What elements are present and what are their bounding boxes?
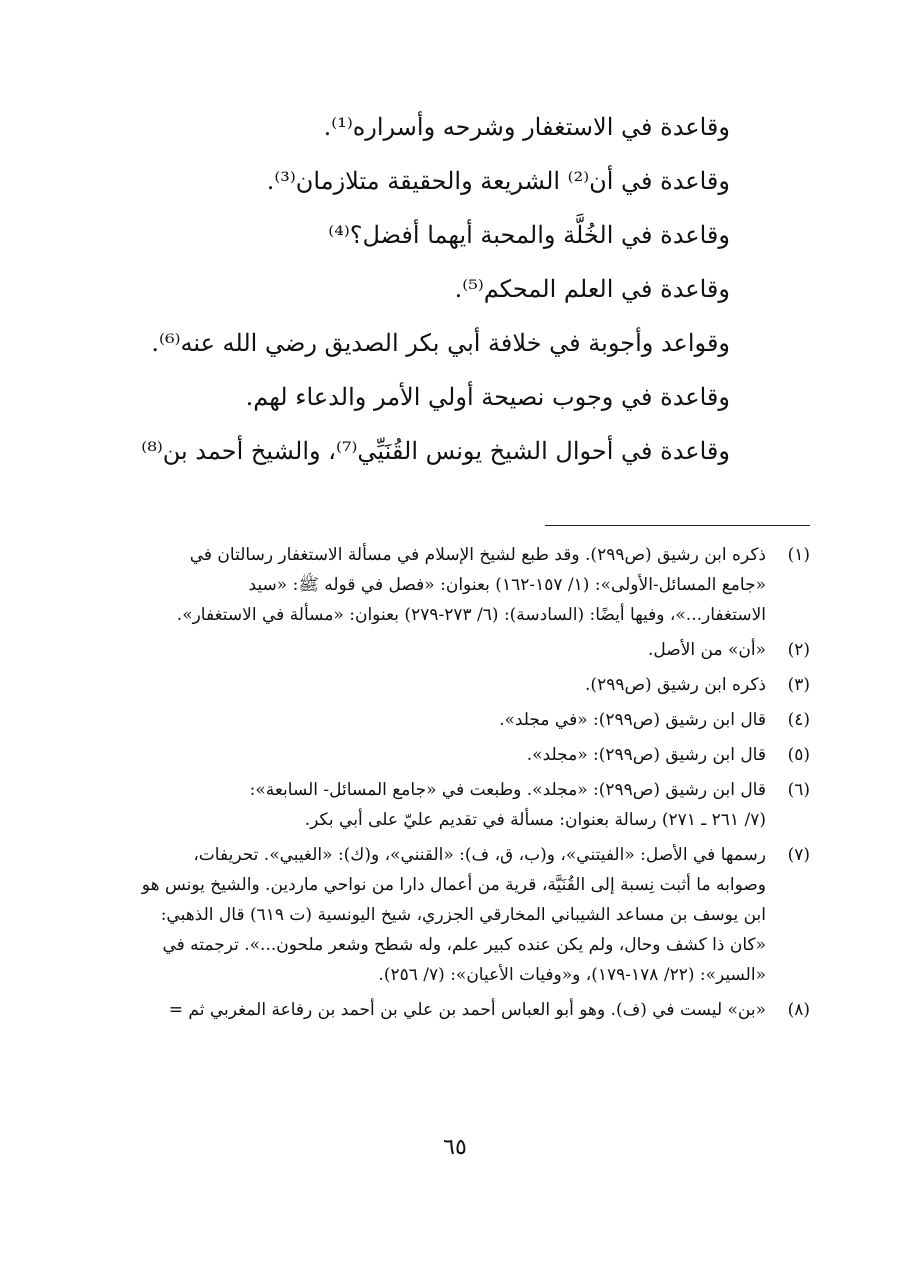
footnote-text: [100, 775, 766, 835]
footnote-line: «السير»: (٢٢/ ١٧٨-١٧٩)، و«وفيات الأعيان»: (٧/ ٢٥٦).: [378, 965, 766, 985]
footnote-line: «بن» ليست في (ف). وهو أبو العباس أحمد بن علي بن أحمد بن رفاعة المغربي ثم =: [168, 1000, 766, 1020]
footnote-3: [100, 670, 810, 700]
footnote-line: ذكره ابن رشيق (ص٢٩٩).: [585, 675, 766, 695]
main-line: وقاعدة في أن⁽²⁾ الشريعة والحقيقة متلازمان⁽³⁾.: [266, 167, 730, 195]
footnote-5: [100, 740, 810, 770]
footnote-number: (٦): [787, 780, 810, 800]
main-line: وقاعدة في العلم المحكم⁽⁵⁾.: [454, 275, 730, 303]
footnote-line: الاستغفار...»، وفيها أيضًا: (السادسة): (٦/ ٢٧٣-٢٧٩) بعنوان: «مسألة في الاستغفار».: [176, 605, 766, 625]
footnote-number: (٤): [787, 710, 810, 730]
footnote-line: «كان ذا كشف وحال، ولم يكن عنده كبير علم، وله شطح وشعر ملحون...». ترجمته في: [162, 935, 766, 955]
footnote-2: [100, 635, 810, 665]
footnote-text: [100, 670, 766, 700]
footnote-line: (٧/ ٢٦١ ـ ٢٧١) رسالة بعنوان: مسألة في تقديم عليّ على أبي بكر.: [304, 810, 766, 830]
footnote-line: وصوابه ما أثبت نِسبة إلى القُنَيَّة، قرية من أعمال دارا من نواحي ماردين. والشيخ يونس هو: [141, 875, 766, 895]
book-page: [100, 100, 810, 1220]
footnote-6: [100, 775, 810, 835]
footnote-line: رسمها في الأصل: «الفيتني»، و(ب، ق، ف): «القنني»، و(ك): «الغيبي». تحريفات،: [193, 845, 766, 865]
footnote-line: قال ابن رشيق (ص٢٩٩): «في مجلد».: [499, 710, 766, 730]
footnote-number: (٥): [787, 745, 810, 765]
footnote-number: (٨): [787, 1000, 810, 1020]
main-line: وقاعدة في الاستغفار وشرحه وأسراره⁽¹⁾.: [323, 113, 730, 141]
footnote-line: «أن» من الأصل.: [648, 640, 766, 660]
footnote-text: [100, 540, 766, 630]
footnote-number: (٢): [787, 640, 810, 660]
footnote-separator: [545, 525, 810, 526]
footnote-number: (١): [787, 545, 810, 565]
footnote-text: [100, 840, 766, 990]
footnote-text: [100, 995, 766, 1025]
main-line: وقاعدة في أحوال الشيخ يونس القُنَيِّي⁽⁷⁾، والشيخ أحمد بن⁽⁸⁾: [141, 437, 730, 465]
footnote-line: قال ابن رشيق (ص٢٩٩): «مجلد». وطبعت في «جامع المسائل- السابعة»:: [249, 780, 766, 800]
footnote-number: (٧): [787, 845, 810, 865]
footnote-4: [100, 705, 810, 735]
footnote-text: [100, 740, 766, 770]
footnote-text: [100, 635, 766, 665]
footnote-line: ابن يوسف بن مساعد الشيباني المخارقي الجزري، شيخ اليونسية (ت ٦١٩) قال الذهبي:: [160, 905, 766, 925]
footnotes: [100, 540, 810, 1030]
footnote-text: [100, 705, 766, 735]
footnote-line: ذكره ابن رشيق (ص٢٩٩). وقد طبع لشيخ الإسلام في مسألة الاستغفار رسالتان في: [189, 545, 766, 565]
page-number: ٦٥: [443, 1135, 467, 1160]
main-text: [110, 100, 730, 478]
main-line: وقواعد وأجوبة في خلافة أبي بكر الصديق رضي الله عنه⁽⁶⁾.: [151, 329, 730, 357]
footnote-line: «جامع المسائل-الأولى»: (١/ ١٥٧-١٦٢) بعنوان: «فصل في قوله ﷺ: «سيد: [248, 575, 766, 595]
main-line: وقاعدة في وجوب نصيحة أولي الأمر والدعاء لهم.: [245, 383, 730, 411]
footnote-number: (٣): [787, 675, 810, 695]
footnote-1: [100, 540, 810, 630]
main-line: وقاعدة في الخُلَّة والمحبة أيهما أفضل؟⁽⁴⁾: [328, 221, 730, 249]
footnote-7: [100, 840, 810, 990]
footnote-8: [100, 995, 810, 1025]
footnote-line: قال ابن رشيق (ص٢٩٩): «مجلد».: [526, 745, 766, 765]
